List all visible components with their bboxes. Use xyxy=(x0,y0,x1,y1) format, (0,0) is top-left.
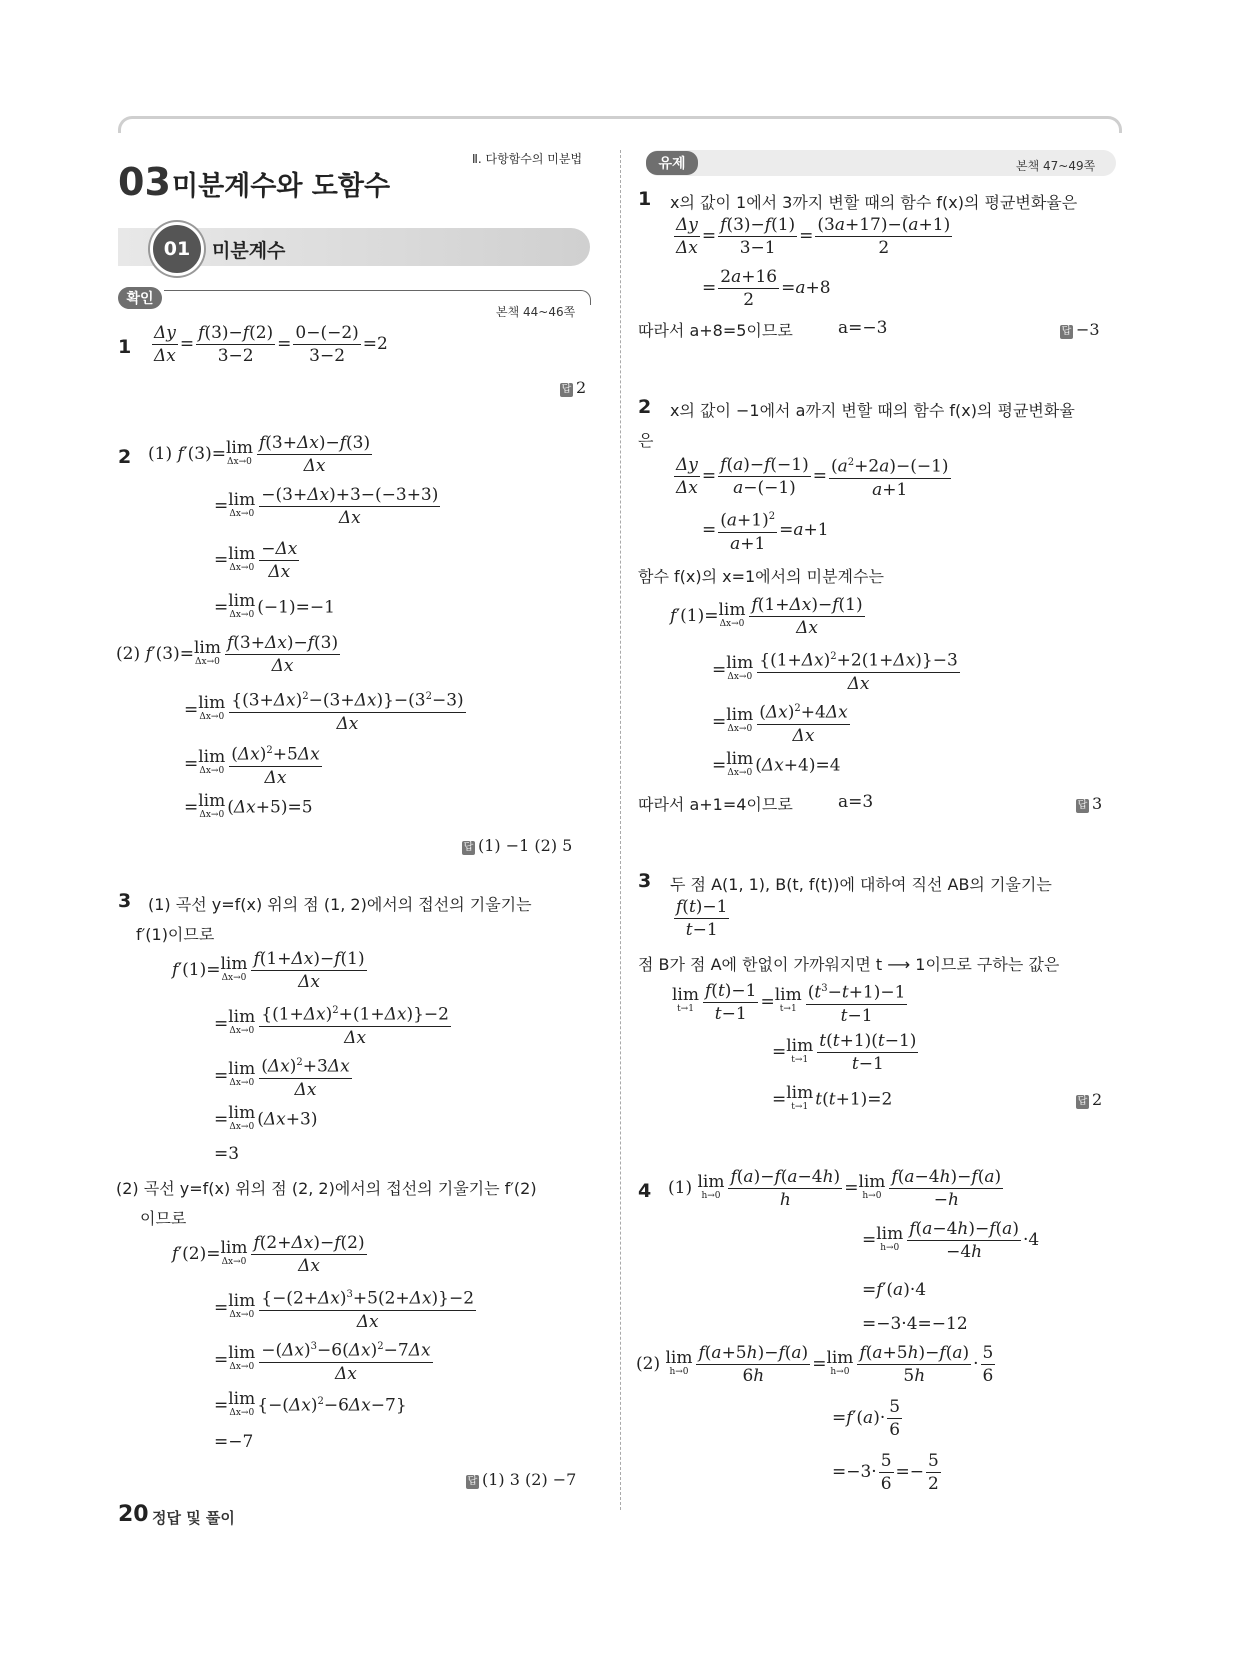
p3-2-line2: = lim Δx→0 $\frac{\{-(2+\Delta x)^3+5(2+\Delta x)\}-2}{\Delta x}$ xyxy=(214,1284,478,1333)
yuje-2-eq3: f′(1)= lim Δx→0 $\frac{f(1+\Delta x)-f(1)}{\Delta x}$ xyxy=(670,595,863,638)
p3-2-line3: = lim Δx→0 $\frac{-(\Delta x)^3-6(\Delta x)^2-7\Delta x}{\Delta x}$ xyxy=(214,1336,435,1385)
unit-label: Ⅱ. 다항함수의 미분법 xyxy=(472,152,583,166)
p2-1-line4: = lim Δx→0 (−1)=−1 xyxy=(214,591,335,620)
section-title: 미분계수 xyxy=(212,240,286,262)
p2-1-line2: = lim Δx→0 $\frac{-(3+\Delta x)+3-(-3+3)}{\Delta x}$ xyxy=(214,485,439,528)
answer-icon: 답 xyxy=(1077,1096,1088,1107)
yuje-4-1-eq4: =−3·4=−12 xyxy=(862,1314,968,1334)
yuje-3-text1: 두 점 A(1, 1), B(t, f(t))에 대하여 직선 AB의 기울기는 xyxy=(670,875,1052,894)
yuje-4-1-eq3: =f′(a)·4 xyxy=(862,1280,927,1300)
yuje-1-text1: x의 값이 1에서 3까지 변할 때의 함수 f(x)의 평균변화율은 xyxy=(670,193,1078,212)
yuje-2-eq6: = lim Δx→0 (Δx+4)=4 xyxy=(712,749,841,778)
yuje-3-eq1: $\frac{f(t)-1}{t-1}$ xyxy=(676,897,728,940)
answer-icon: 답 xyxy=(561,384,572,395)
yuje-3-answer: 답 2 xyxy=(1077,1090,1103,1109)
top-border xyxy=(118,116,1122,133)
page-ref-right: 본책 47~49쪽 xyxy=(1016,159,1096,173)
yuje-1-result: a=−3 xyxy=(838,318,888,338)
yuje-2-eq5: = lim Δx→0 $\frac{(\Delta x)^2+4\Delta x}{\Delta x}$ xyxy=(712,698,852,747)
yuje-1-text2: 따라서 a+8=5이므로 xyxy=(638,321,793,340)
p3-1-line2: = lim Δx→0 $\frac{\{(1+\Delta x)^2+(1+\Delta x)\}-2}{\Delta x}$ xyxy=(214,1000,453,1049)
p3-1-line4: = lim Δx→0 (Δx+3) xyxy=(214,1103,318,1132)
yuje-2-num: 2 xyxy=(638,396,652,418)
p3-text3: (2) 곡선 y=f(x) 위의 점 (2, 2)에서의 접선의 기울기는 f′(2) xyxy=(116,1179,537,1198)
p3-2-line4: = lim Δx→0 $\{-(\Delta x)^2-6\Delta x-7\}$ xyxy=(214,1389,407,1418)
answer-icon: 답 xyxy=(463,842,474,853)
yuje-4-num: 4 xyxy=(638,1180,652,1202)
p2-2-line4: = lim Δx→0 (Δx+5)=5 xyxy=(184,791,313,820)
page-ref-left: 본책 44~46쪽 xyxy=(496,305,576,319)
yuje-2-answer: 답 3 xyxy=(1077,794,1103,813)
footer-label: 정답 및 풀이 xyxy=(152,1509,235,1527)
p2-answer: 답 (1) −1 (2) 5 xyxy=(463,836,573,855)
page-number: 20 xyxy=(118,1502,149,1527)
p3-1-line5: =3 xyxy=(214,1144,240,1164)
yuje-3-num: 3 xyxy=(638,870,652,892)
p1-answer: 답 2 xyxy=(561,378,587,397)
p3-1-line1: f′(1)= lim Δx→0 $\frac{f(1+\Delta x)-f(1)}{\Delta x}$ xyxy=(172,949,365,992)
problem-3-num: 3 xyxy=(118,890,132,912)
p3-text1: (1) 곡선 y=f(x) 위의 점 (1, 2)에서의 접선의 기울기는 xyxy=(148,895,532,914)
section-number: 01 xyxy=(150,222,204,276)
yuje-3-eq4: = lim t→1 t(t+1)=2 xyxy=(772,1083,893,1112)
p3-2-line1: f′(2)= lim Δx→0 $\frac{f(2+\Delta x)-f(2)}{\Delta x}$ xyxy=(172,1233,365,1276)
yuje-4-2-eq3: =−3· $\frac{5}{6}$ =− $\frac{5}{2}$ xyxy=(832,1451,939,1494)
p3-2-line5: =−7 xyxy=(214,1432,254,1452)
p2-2-line1: (2) f′(3)= lim Δx→0 $\frac{f(3+\Delta x)-f(3)}{\Delta x}$ xyxy=(116,633,339,676)
yuje-2-text3: 따라서 a+1=4이므로 xyxy=(638,795,793,814)
problem-2-num: 2 xyxy=(118,446,132,468)
answer-icon: 답 xyxy=(1077,800,1088,811)
answer-icon: 답 xyxy=(467,1476,478,1487)
p2-1-line1: (1) f′(3)= lim Δx→0 $\frac{f(3+\Delta x)-f(3)}{\Delta x}$ xyxy=(148,433,371,476)
yuje-4-2-eq1: (2) lim h→0 $\frac{f(a+5h)-f(a)}{6h}$ = lim h→0 $\frac{f(a+5h)-f(a)}{5h}$ · $\frac{5}{6}$ xyxy=(636,1343,994,1386)
yuje-3-text2: 점 B가 점 A에 한없이 가까워지면 t ⟶ 1이므로 구하는 값은 xyxy=(638,955,1060,974)
column-divider xyxy=(620,150,621,1510)
yuje-1-eq2: = $\frac{2a+16}{2}$ =a+8 xyxy=(702,267,831,310)
problem-1-num: 1 xyxy=(118,336,132,358)
yuje-3-eq3: = lim t→1 $\frac{t(t+1)(t-1)}{t-1}$ xyxy=(772,1031,917,1074)
p3-text4: 이므로 xyxy=(140,1209,187,1228)
yuje-2-result: a=3 xyxy=(838,792,874,812)
yuje-4-1-eq1: (1) lim h→0 $\frac{f(a)-f(a-4h)}{h}$ = lim h→0 $\frac{f(a-4h)-f(a)}{-h}$ xyxy=(668,1167,1002,1210)
p3-1-line3: = lim Δx→0 $\frac{(\Delta x)^2+3\Delta x}{\Delta x}$ xyxy=(214,1052,354,1101)
yuje-2-text2: 함수 f(x)의 x=1에서의 미분계수는 xyxy=(638,567,884,586)
yuje-1-answer: 답 −3 xyxy=(1061,320,1100,339)
yuje-2-eq2: = $\frac{(a+1)^2}{a+1}$ =a+1 xyxy=(702,506,829,555)
answer-icon: 답 xyxy=(1061,326,1072,337)
yuje-3-eq2: lim t→1 $\frac{f(t)-1}{t-1}$ = lim t→1 $\frac{(t^3-t+1)-1}{t-1}$ xyxy=(672,978,909,1027)
yuje-2-eq1: $\frac{\Delta y}{\Delta x}$ = $\frac{f(a)-f(-1)}{a-(-1)}$ = $\frac{(a^2+2a)-(-1)}{a+1}$ xyxy=(672,452,953,501)
p2-2-line2: = lim Δx→0 $\frac{\{(3+\Delta x)^2-(3+\Delta x)\}-(3^2-3)}{\Delta x}$ xyxy=(184,686,468,735)
p1-eq: $\frac{\Delta y}{\Delta x}$ = $\frac{f(3)-f(2)}{3-2}$ = $\frac{0-(-2)}{3-2}$ =2 xyxy=(154,323,388,366)
yuje-1-num: 1 xyxy=(638,188,652,210)
yuje-4-1-eq2: = lim h→0 $\frac{f(a-4h)-f(a)}{-4h}$ ·4 xyxy=(862,1219,1040,1262)
chapter-title: 미분계수와 도함수 xyxy=(172,171,391,202)
yuje-badge: 유제 xyxy=(646,151,698,175)
yuje-2-text1: x의 값이 −1에서 a까지 변할 때의 함수 f(x)의 평균변화율 xyxy=(670,401,1075,420)
check-badge: 확인 xyxy=(118,287,162,309)
p2-2-line3: = lim Δx→0 $\frac{(\Delta x)^2+5\Delta x}{\Delta x}$ xyxy=(184,740,324,789)
p2-1-line3: = lim Δx→0 $\frac{-\Delta x}{\Delta x}$ xyxy=(214,539,298,582)
yuje-1-eq1: $\frac{\Delta y}{\Delta x}$ = $\frac{f(3)-f(1)}{3-1}$ = $\frac{(3a+17)-(a+1)}{2}$ xyxy=(676,215,951,258)
yuje-2-text1b: 은 xyxy=(638,431,654,450)
yuje-2-eq4: = lim Δx→0 $\frac{\{(1+\Delta x)^2+2(1+\Delta x)\}-3}{\Delta x}$ xyxy=(712,646,962,695)
yuje-4-2-eq2: =f′(a)· $\frac{5}{6}$ xyxy=(832,1397,901,1440)
chapter-number: 03 xyxy=(118,160,171,204)
p3-text2: f′(1)이므로 xyxy=(136,925,215,944)
p3-answer: 답 (1) 3 (2) −7 xyxy=(467,1470,577,1489)
